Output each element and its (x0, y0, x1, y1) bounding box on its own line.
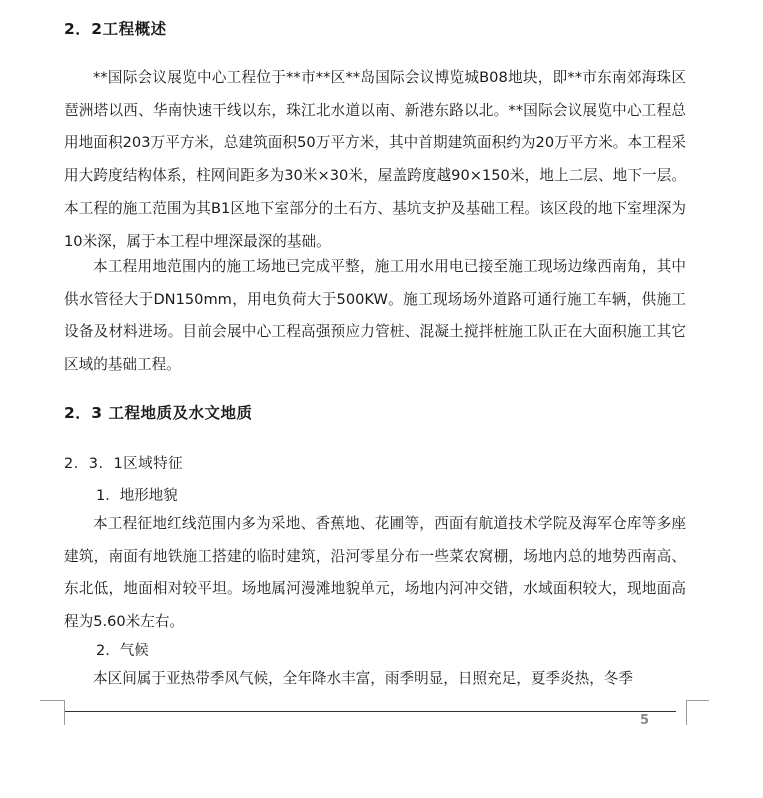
page-number: 5 (640, 713, 650, 728)
section-heading-2-3: 2．3 工程地质及水文地质 (64, 404, 253, 422)
section-heading-2-2: 2．2工程概述 (64, 20, 167, 38)
paragraph-overview: **国际会议展览中心工程位于**市**区**岛国际会议博览城B08地块，即**市东南郊海珠区琶洲塔以西、华南快速干线以东，珠江北水道以南、新港东路以北。**国际会议展览中心工程总用地面积203万平方米，总建筑面积50万平方米，其中首期建筑面积约为20万平方米。本工程采用大跨度结构体系，柱网间距多为30米×30米，屋盖跨度越90×150米，地上二层、地下一层。本工程的施工范围为其B1区地下室部分的土石方、基坑支护及基础工程。该区段的地下室埋深为10米深，属于本工程中埋深最深的基础。 (64, 69, 686, 250)
paragraph-terrain: 本工程征地红线范围内多为采地、香蕉地、花圃等，西面有航道技术学院及海军仓库等多座建筑，南面有地铁施工搭建的临时建筑，沿河零星分布一些菜农窝棚，场地内总的地势西南高、东北低，地面相对较平坦。场地属河漫滩地貌单元，场地内河冲交错，水域面积较大，现地面高程为5.60米左右。 (64, 515, 686, 631)
crop-mark-left (40, 700, 65, 725)
paragraph-site-conditions: 本工程用地范围内的施工场地已完成平整，施工用水用电已接至施工现场边缘西南角，其中供水管径大于DN150mm，用电负荷大于500KW。施工现场场外道路可通行施工车辆，供施工设备及材料进场。目前会展中心工程高强预应力管桩、混凝土搅拌桩施工队正在大面积施工其它区域的基础工程。 (64, 258, 686, 374)
crop-mark-right (686, 700, 709, 725)
footer-rule (65, 711, 676, 712)
subsection-heading-2-3-1: 2．3．1区域特征 (64, 456, 184, 472)
item-heading-climate: 2．气候 (96, 643, 149, 659)
item-heading-terrain: 1．地形地貌 (96, 488, 178, 504)
paragraph-climate: 本区间属于亚热带季风气候，全年降水丰富，雨季明显，日照充足，夏季炎热，冬季 (93, 670, 633, 687)
